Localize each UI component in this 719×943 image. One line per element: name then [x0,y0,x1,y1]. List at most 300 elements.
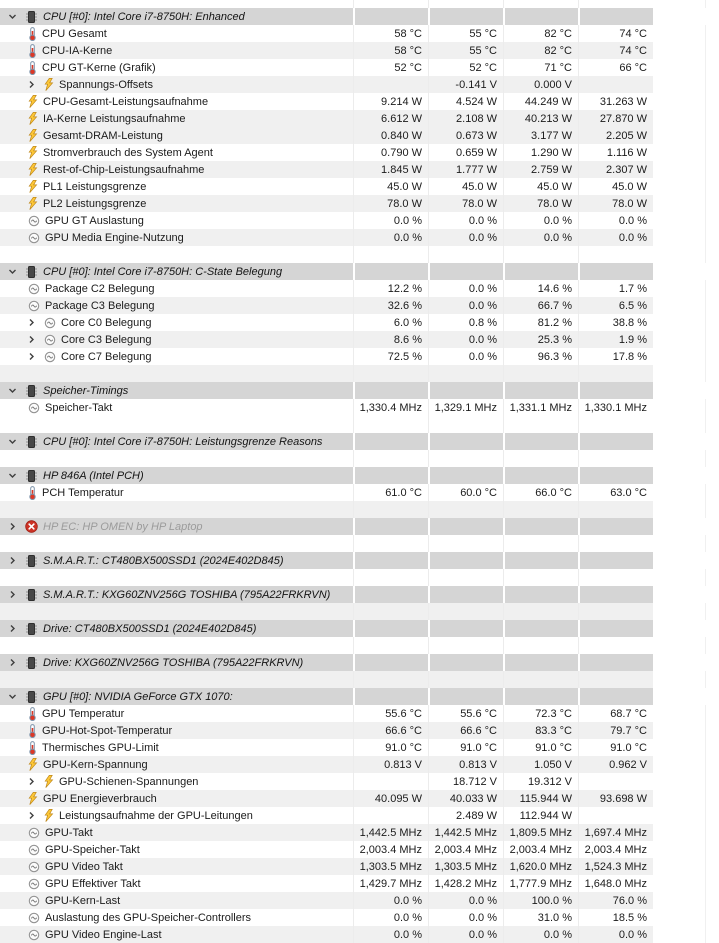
sensor-row[interactable] [0,161,719,178]
row-tail [653,0,719,8]
sensor-value [428,654,503,671]
sensor-row[interactable] [0,892,719,909]
sensor-label: Package C3 Belegung [45,299,155,312]
sensor-value [353,535,428,552]
sensor-row[interactable] [0,331,719,348]
section-title: CPU [#0]: Intel Core i7-8750H: C-State Belegung [43,265,283,278]
sensor-value [353,654,428,671]
label-cell [0,654,353,671]
lightning-icon [28,163,38,176]
sensor-value [578,637,653,654]
sensor-value [353,416,428,433]
sensor-value: 55 °C [428,25,503,42]
sensor-row[interactable] [0,59,719,76]
thermometer-icon [28,724,37,738]
sensor-value [578,450,653,467]
row-tail [653,76,719,93]
sensor-value: 0.8 % [428,314,503,331]
spacer-row [0,535,719,552]
sensor-row[interactable] [0,399,719,416]
sensor-value [578,365,653,382]
chip-icon [25,266,38,278]
sensor-label: GPU Temperatur [42,707,125,720]
sensor-value: 83.3 °C [503,722,578,739]
sensor-label: Thermisches GPU-Limit [42,741,159,754]
row-tail [653,314,719,331]
section-header-row[interactable] [0,654,719,671]
sensor-row[interactable] [0,790,719,807]
sensor-value [503,688,578,705]
sensor-value: 93.698 W [578,790,653,807]
chevron-right-icon[interactable] [25,776,37,787]
spacer-row [0,365,719,382]
label-cell [0,569,353,586]
row-tail [653,93,719,110]
label-cell [0,875,353,892]
sensor-value: 1,330.1 MHz [578,399,653,416]
row-tail [653,620,719,637]
row-tail [653,229,719,246]
sensor-value: 55 °C [428,42,503,59]
chevron-right-icon[interactable] [25,810,37,821]
sensor-value: 2,003.4 MHz [353,841,428,858]
sensor-value: 1,697.4 MHz [578,824,653,841]
sensor-value [428,467,503,484]
sensor-label: GPU Energieverbrauch [43,792,157,805]
gauge-icon [28,895,40,907]
section-header-row[interactable] [0,586,719,603]
error-icon [25,520,38,533]
label-cell [0,671,353,688]
sensor-value: 0.0 % [428,297,503,314]
sensor-label: IA-Kerne Leistungsaufnahme [43,112,186,125]
clipped-row [0,0,719,8]
sensor-value: 2,003.4 MHz [578,841,653,858]
section-title: HP EC: HP OMEN by HP Laptop [43,520,203,533]
sensor-value: 31.263 W [578,93,653,110]
chevron-right-icon[interactable] [6,521,18,532]
sensor-value [503,416,578,433]
section-title: S.M.A.R.T.: CT480BX500SSD1 (2024E402D845) [43,554,284,567]
sensor-value [503,671,578,688]
sensor-row[interactable] [0,42,719,59]
sensor-value: 1.050 V [503,756,578,773]
chevron-right-icon[interactable] [25,79,37,90]
sensor-row[interactable] [0,212,719,229]
row-tail [653,858,719,875]
sensor-value: 0.0 % [503,926,578,943]
sensor-value [428,450,503,467]
sensor-value: 1,429.7 MHz [353,875,428,892]
sensor-row[interactable] [0,127,719,144]
row-tail [653,263,719,280]
sensor-row[interactable] [0,280,719,297]
sensor-value [353,637,428,654]
label-cell [0,0,353,8]
sensor-row[interactable] [0,807,719,824]
sensor-value: 0.673 W [428,127,503,144]
sensor-value: 66.0 °C [503,484,578,501]
sensor-row[interactable] [0,348,719,365]
gauge-icon [44,351,56,363]
sensor-label: Stromverbrauch des System Agent [43,146,213,159]
sensor-value: 2,003.4 MHz [503,841,578,858]
sensor-value: 1.777 W [428,161,503,178]
sensor-value: 78.0 W [578,195,653,212]
thermometer-icon [28,707,37,721]
row-tail [653,161,719,178]
sensor-value: 1,777.9 MHz [503,875,578,892]
section-title: HP 846A (Intel PCH) [43,469,144,482]
sensor-value: 19.312 V [503,773,578,790]
sensor-label: PL1 Leistungsgrenze [43,180,147,193]
thermometer-icon [28,27,37,41]
sensor-row[interactable] [0,314,719,331]
sensor-value: 8.6 % [353,331,428,348]
sensor-row[interactable] [0,110,719,127]
section-header-row[interactable] [0,518,719,535]
chevron-down-icon[interactable] [6,11,18,22]
sensor-row[interactable] [0,484,719,501]
sensor-value [428,637,503,654]
sensor-value: 40.213 W [503,110,578,127]
sensor-value: 2.489 W [428,807,503,824]
sensor-value: 1,442.5 MHz [353,824,428,841]
label-cell [0,603,353,620]
section-title: CPU [#0]: Intel Core i7-8750H: Leistungsgrenze Reasons [43,435,323,448]
sensor-label: PL2 Leistungsgrenze [43,197,147,210]
chip-icon [25,589,38,601]
sensor-value: 0.813 V [428,756,503,773]
sensor-value [428,0,503,8]
sensor-label: Rest-of-Chip-Leistungsaufnahme [43,163,205,176]
section-header-row[interactable] [0,552,719,569]
sensor-value: 2,003.4 MHz [428,841,503,858]
sensor-value [578,416,653,433]
sensor-value [428,8,503,25]
sensor-row[interactable] [0,705,719,722]
sensor-row[interactable] [0,144,719,161]
row-tail [653,790,719,807]
sensor-label: GPU Video Takt [45,860,123,873]
sensor-value [578,501,653,518]
row-tail [653,518,719,535]
spacer-row [0,603,719,620]
sensor-value: 0.0 % [353,229,428,246]
sensor-value: -0.141 V [428,76,503,93]
chevron-right-icon[interactable] [25,334,37,345]
label-cell [0,331,353,348]
sensor-value [578,603,653,620]
row-tail [653,8,719,25]
label-cell [0,127,353,144]
lightning-icon [28,146,38,159]
sensor-value: 55.6 °C [428,705,503,722]
label-cell [0,892,353,909]
sensor-value [578,654,653,671]
gauge-icon [28,844,40,856]
sensor-value: 0.659 W [428,144,503,161]
chevron-down-icon[interactable] [6,385,18,396]
label-cell [0,620,353,637]
sensor-value [578,246,653,263]
sensor-value: 45.0 W [503,178,578,195]
sensor-value [428,263,503,280]
sensor-value: 72.3 °C [503,705,578,722]
sensor-value: 91.0 °C [428,739,503,756]
sensor-value: 1.290 W [503,144,578,161]
label-cell [0,722,353,739]
sensor-value [353,382,428,399]
sensor-value: 12.2 % [353,280,428,297]
sensor-value [353,0,428,8]
section-header-row[interactable] [0,620,719,637]
sensor-value: 0.813 V [353,756,428,773]
gauge-icon [44,317,56,329]
lightning-icon [28,95,38,108]
label-cell [0,263,353,280]
row-tail [653,127,719,144]
lightning-icon [28,180,38,193]
section-header-row[interactable] [0,8,719,25]
sensor-value [578,671,653,688]
sensor-value: 1.845 W [353,161,428,178]
lightning-icon [44,775,54,788]
sensor-value: 66.7 % [503,297,578,314]
chevron-right-icon[interactable] [25,351,37,362]
sensor-value: 82 °C [503,42,578,59]
row-tail [653,875,719,892]
chevron-down-icon[interactable] [6,436,18,447]
sensor-value: 0.0 % [353,892,428,909]
chevron-right-icon[interactable] [6,623,18,634]
sensor-value [353,688,428,705]
gauge-icon [28,912,40,924]
sensor-row[interactable] [0,722,719,739]
sensor-value [353,586,428,603]
sensor-row[interactable] [0,739,719,756]
sensor-value: 0.0 % [428,331,503,348]
sensor-value [503,263,578,280]
sensor-label: GPU Media Engine-Nutzung [45,231,184,244]
gauge-icon [28,402,40,414]
chevron-right-icon[interactable] [6,657,18,668]
sensor-value [503,8,578,25]
row-tail [653,654,719,671]
sensor-value [578,8,653,25]
row-tail [653,25,719,42]
label-cell [0,416,353,433]
sensor-row[interactable] [0,178,719,195]
label-cell [0,484,353,501]
label-cell [0,739,353,756]
label-cell [0,42,353,59]
sensor-value: 9.214 W [353,93,428,110]
sensor-value: 6.0 % [353,314,428,331]
row-tail [653,348,719,365]
section-header-row[interactable] [0,688,719,705]
label-cell [0,314,353,331]
sensor-value: 1.7 % [578,280,653,297]
label-cell [0,59,353,76]
label-cell [0,552,353,569]
sensor-row[interactable] [0,909,719,926]
sensor-value [578,535,653,552]
sensor-row[interactable] [0,841,719,858]
label-cell [0,501,353,518]
chip-icon [25,385,38,397]
sensor-label: Auslastung des GPU-Speicher-Controllers [45,911,252,924]
label-cell [0,926,353,943]
chip-icon [25,470,38,482]
sensor-value: 27.870 W [578,110,653,127]
section-header-row[interactable] [0,382,719,399]
sensor-value: 0.0 % [428,348,503,365]
sensor-label: Package C2 Belegung [45,282,155,295]
sensor-value: 78.0 W [503,195,578,212]
sensor-value: 4.524 W [428,93,503,110]
sensor-row[interactable] [0,926,719,943]
sensor-row[interactable] [0,756,719,773]
row-tail [653,331,719,348]
sensor-value [503,450,578,467]
gauge-icon [28,827,40,839]
sensor-value: 68.7 °C [578,705,653,722]
sensor-value: 1,620.0 MHz [503,858,578,875]
sensor-value [428,501,503,518]
gauge-icon [44,334,56,346]
sensor-label: Core C3 Belegung [61,333,152,346]
sensor-value: 40.095 W [353,790,428,807]
gauge-icon [28,232,40,244]
sensor-row[interactable] [0,195,719,212]
sensor-row[interactable] [0,25,719,42]
label-cell [0,8,353,25]
sensor-value [353,620,428,637]
spacer-row [0,637,719,654]
sensor-value: 0.0 % [428,926,503,943]
label-cell [0,841,353,858]
chevron-right-icon[interactable] [6,589,18,600]
section-header-row[interactable] [0,467,719,484]
thermometer-icon [28,61,37,75]
sensor-value [353,773,428,790]
chevron-down-icon[interactable] [6,266,18,277]
gauge-icon [28,861,40,873]
sensor-value: 1,303.5 MHz [428,858,503,875]
spacer-row [0,416,719,433]
sensor-row[interactable] [0,297,719,314]
sensor-value [578,688,653,705]
sensor-value: 0.0 % [503,212,578,229]
lightning-icon [28,758,38,771]
spacer-row [0,569,719,586]
row-tail [653,909,719,926]
sensor-row[interactable] [0,76,719,93]
sensor-value [578,382,653,399]
sensor-value [578,807,653,824]
spacer-row [0,246,719,263]
sensor-value [353,246,428,263]
sensor-value [578,433,653,450]
row-tail [653,569,719,586]
row-tail [653,416,719,433]
label-cell [0,229,353,246]
chevron-right-icon[interactable] [25,317,37,328]
chip-icon [25,436,38,448]
chip-icon [25,623,38,635]
sensor-value: 45.0 W [578,178,653,195]
sensor-value: 60.0 °C [428,484,503,501]
row-tail [653,467,719,484]
row-tail [653,42,719,59]
sensor-row[interactable] [0,824,719,841]
spacer-row [0,450,719,467]
section-title: CPU [#0]: Intel Core i7-8750H: Enhanced [43,10,245,23]
sensor-value: 6.5 % [578,297,653,314]
chip-icon [25,11,38,23]
row-tail [653,756,719,773]
sensor-value: 63.0 °C [578,484,653,501]
row-tail [653,399,719,416]
row-tail [653,773,719,790]
chevron-down-icon[interactable] [6,470,18,481]
sensor-value [503,654,578,671]
row-tail [653,637,719,654]
sensor-row[interactable] [0,229,719,246]
sensor-value: 79.7 °C [578,722,653,739]
sensor-row[interactable] [0,773,719,790]
section-header-row[interactable] [0,263,719,280]
sensor-value [353,263,428,280]
sensor-value: 52 °C [428,59,503,76]
sensor-value [578,773,653,790]
label-cell [0,773,353,790]
row-tail [653,144,719,161]
label-cell [0,144,353,161]
chevron-right-icon[interactable] [6,555,18,566]
sensor-row[interactable] [0,875,719,892]
sensor-value: 0.0 % [503,229,578,246]
sensor-value: 17.8 % [578,348,653,365]
sensor-value: 72.5 % [353,348,428,365]
sensor-label: GPU-Kern-Spannung [43,758,148,771]
sensor-label: Core C7 Belegung [61,350,152,363]
sensor-label: GPU-Hot-Spot-Temperatur [42,724,173,737]
sensor-value [353,603,428,620]
chevron-down-icon[interactable] [6,691,18,702]
label-cell [0,756,353,773]
sensor-value: 100.0 % [503,892,578,909]
sensor-value: 76.0 % [578,892,653,909]
sensor-row[interactable] [0,93,719,110]
sensor-value [428,433,503,450]
sensor-value: 38.8 % [578,314,653,331]
sensor-value [578,586,653,603]
lightning-icon [28,129,38,142]
sensor-value: 1,330.4 MHz [353,399,428,416]
row-tail [653,824,719,841]
sensor-value: 0.790 W [353,144,428,161]
label-cell [0,195,353,212]
sensor-row[interactable] [0,858,719,875]
row-tail [653,110,719,127]
section-title: Speicher-Timings [43,384,129,397]
section-header-row[interactable] [0,433,719,450]
sensor-value: 2.759 W [503,161,578,178]
row-tail [653,246,719,263]
label-cell [0,280,353,297]
